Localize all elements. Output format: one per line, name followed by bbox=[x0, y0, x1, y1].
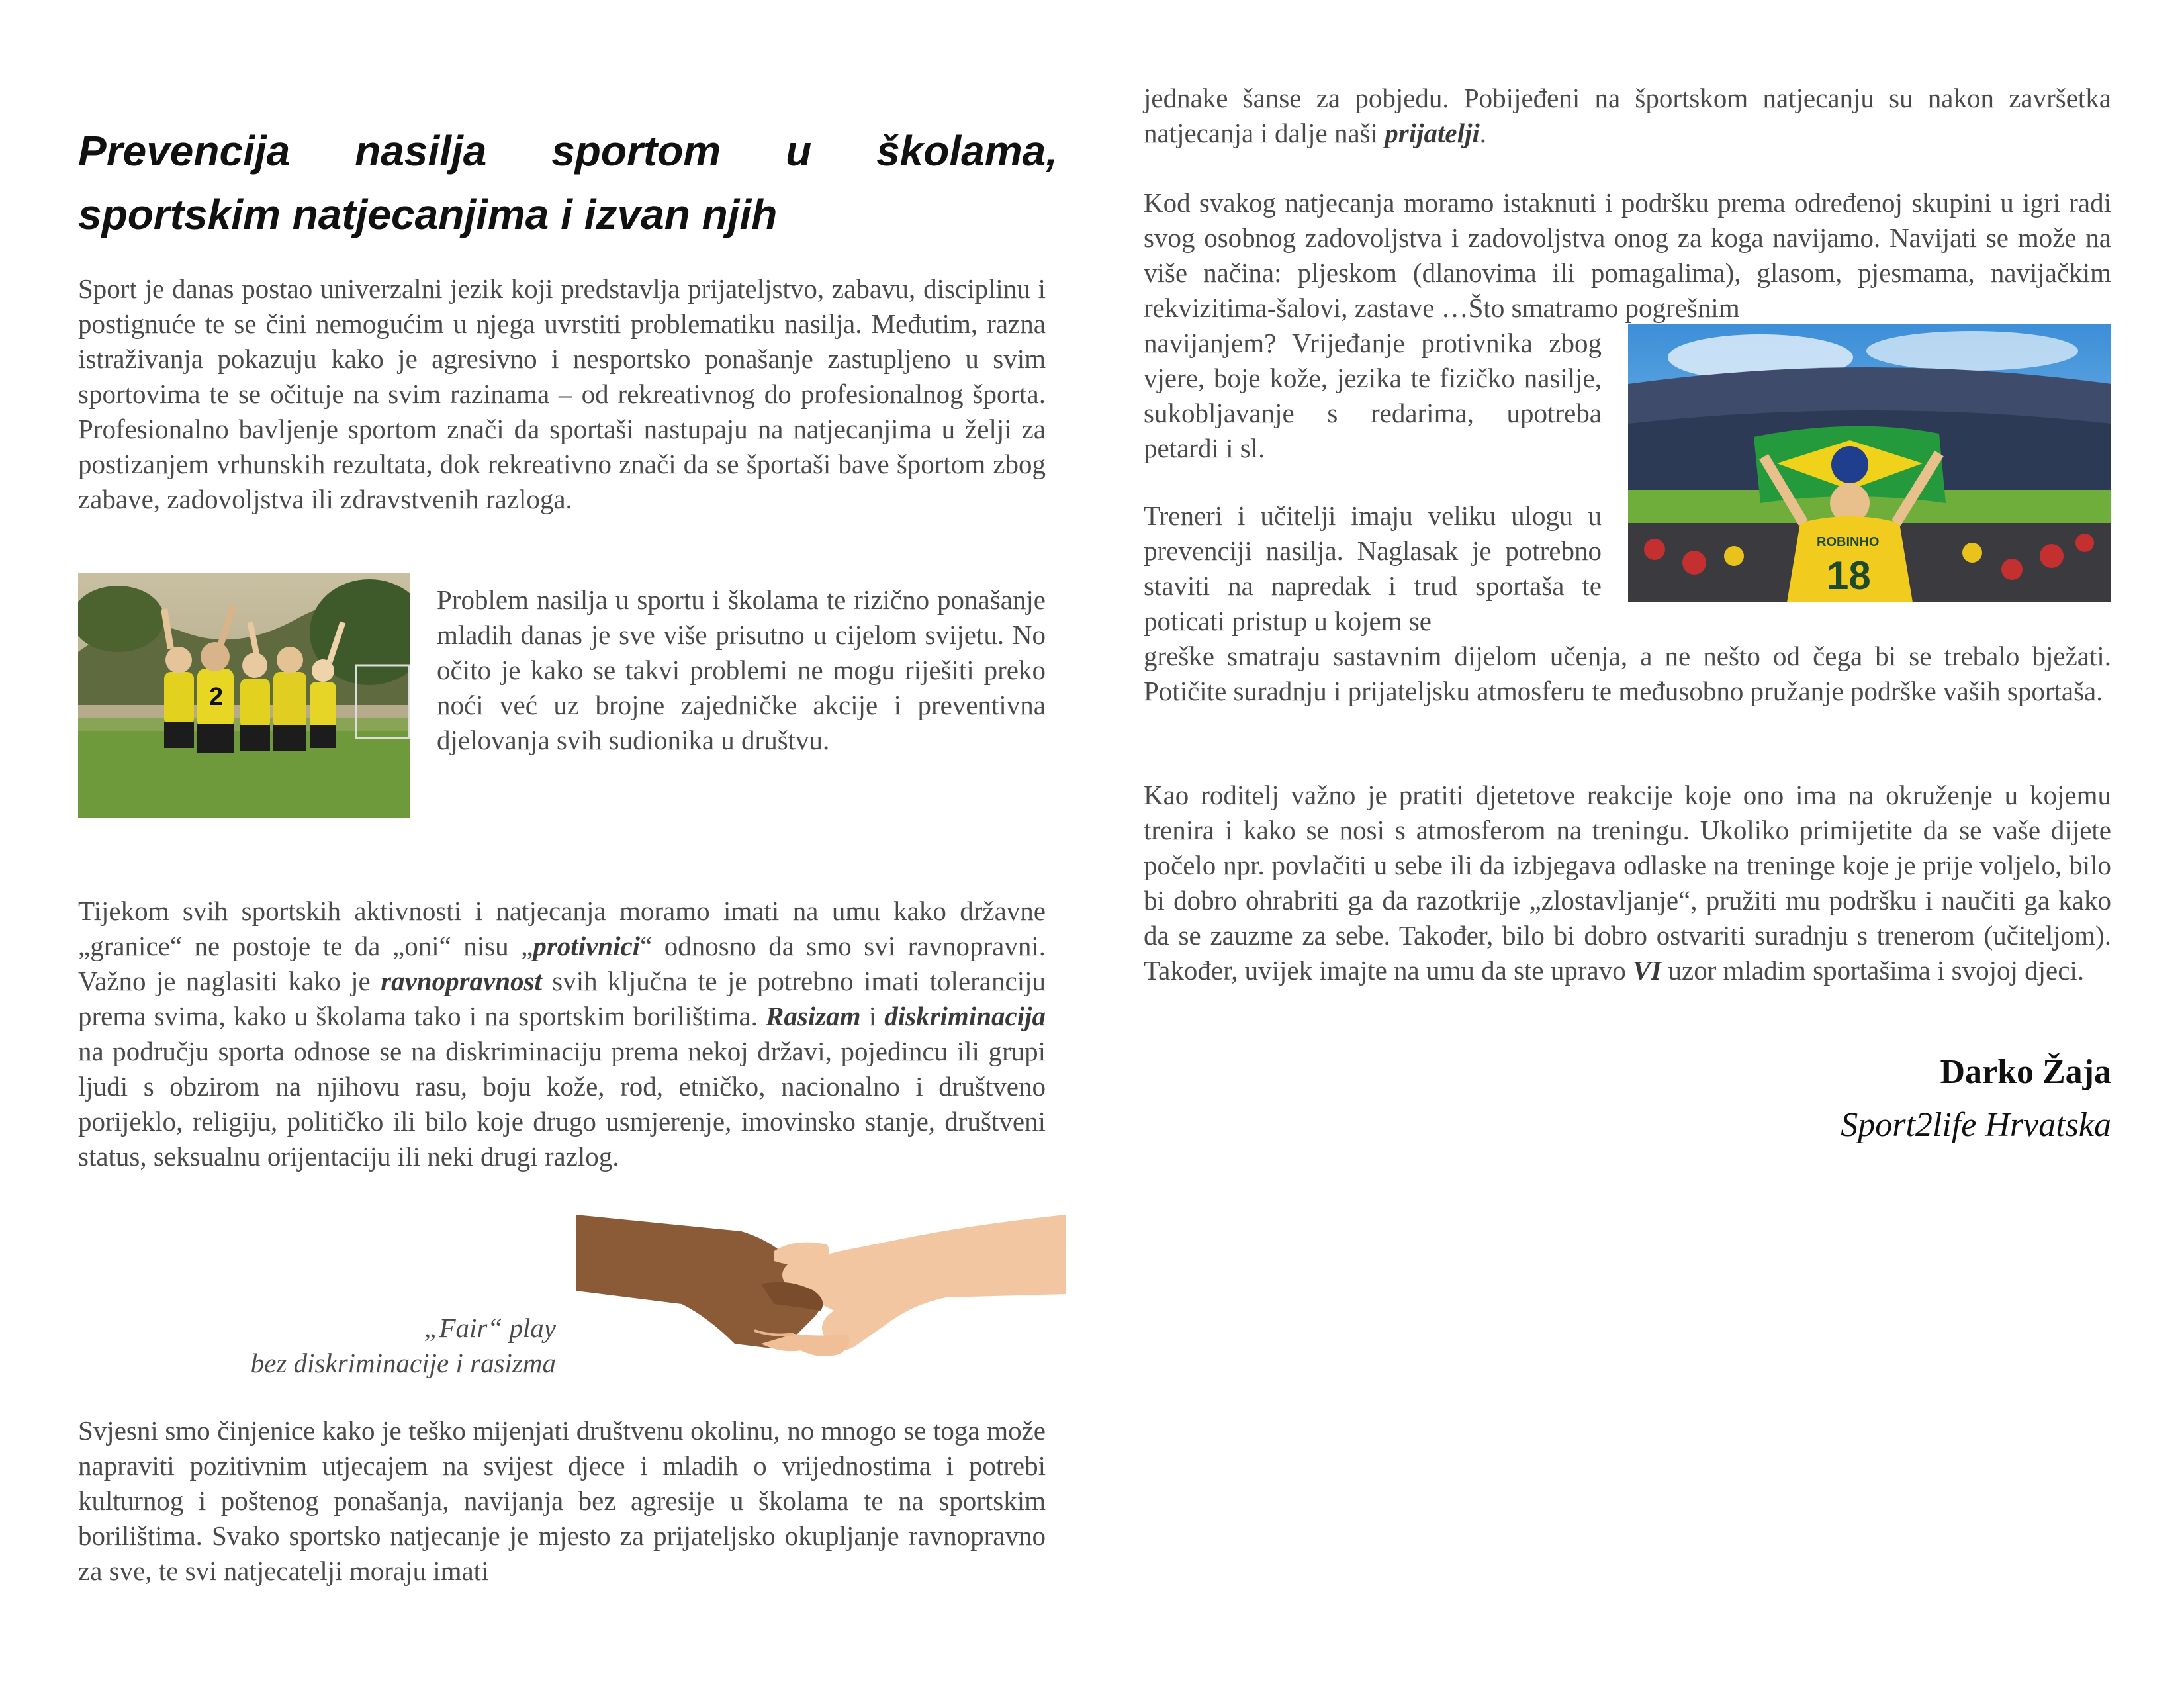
paragraph-equality bbox=[78, 894, 1046, 1174]
handshake-illustration bbox=[576, 1211, 1066, 1383]
kids-jersey-number: 2 bbox=[209, 683, 224, 711]
paragraph-support: Kod svakog natjecanja moramo istaknuti i podršku prema određenoj skupini u igri radi svog osobnog zadovoljstva i zadovoljstva onog za koga navijamo. Navijati se može na više načina: pljeskom (dlanovima ili pomagalima), glasom, pjesmama, navijačkim rekvizitima-šalovi, zastave …Što smatramo pogrešnim bbox=[1144, 187, 2111, 323]
paragraph-support-cont: navijanjem? Vrijeđanje protivnika zbog vjere, boje kože, jezika te fizičko nasilje, sukobljavanje s redarima, upotreba petardi i sl. bbox=[1144, 328, 1602, 463]
article-title: Prevencija nasilja sportom u školama, sportskim natjecanjima i izvan njih bbox=[78, 127, 1058, 238]
caption-line-1: „Fair“ play bbox=[424, 1313, 556, 1343]
handshake-caption bbox=[119, 1311, 556, 1381]
fan-jersey-number: 18 bbox=[1827, 553, 1871, 598]
paragraph-problem: Problem nasilja u sportu i školama te rizično ponašanje mladih danas je sve više prisutno u cijelom svijetu. No očito je kako se takvi problemi ne mogu riješiti preko noći već uz brojne zajedničke akcije i preventivna djelovanja svih sudionika u društvu. bbox=[437, 585, 1046, 755]
paragraph-coaches: Treneri i učitelji imaju veliku ulogu u prevenciji nasilja. Naglasak je potrebno staviti na napredak i trud sportaša te poticati pristup u kojem se bbox=[1144, 500, 1602, 636]
kids-team-photo bbox=[78, 573, 410, 818]
fan-jersey-name: ROBINHO bbox=[1817, 535, 1880, 549]
signature-name: Darko Žaja bbox=[1940, 1053, 2111, 1091]
text: i bbox=[860, 1001, 885, 1031]
signature-organization: Sport2life Hrvatska bbox=[1841, 1106, 2111, 1144]
text: . bbox=[1479, 118, 1487, 148]
text: Kao roditelj važno je pratiti djetetove reakcije koje ono ima na okruženje u kojemu trenira i kako se nosi s atmosferom na treningu. Ukoliko primijetite da se vaše dijete počelo npr. povlačiti u sebe ili da izbjegava odlaske na treninge koje je prije voljelo, bilo bi dobro ohrabriti ga da razotkrije „zlostavljanje“, pružiti mu podršku i naučiti ga kako da se zauzme za sebe. Također, bilo bi dobro ostvariti suradnju s trenerom (učiteljom). Također, uvijek imajte na umu da ste upravo bbox=[1144, 780, 2111, 986]
emphasis-ravnopravnost: ravnopravnost bbox=[381, 966, 542, 996]
paragraph-awareness: Svjesni smo činjenice kako je teško mijenjati društvenu okolinu, no mnogo se toga može napraviti pozitivnim utjecajem na svijest djece i mladih o vrijednostima i potrebi kulturnog i poštenog ponašanja, navijanja bez agresije u školama te na sportskim borilištima. Svako sportsko natjecanje je mjesto za prijateljsko okupljanje ravnopravno za sve, te svi natjecatelji moraju imati bbox=[78, 1415, 1046, 1586]
text: uzor mladim sportašima i svojoj djeci. bbox=[1661, 955, 2085, 986]
paragraph-winners bbox=[1144, 81, 2111, 151]
text: Tijekom svih sportskih aktivnosti i natjecanja moramo imati na umu kako državne „granice“ ne postoje te da „oni“ nisu „ bbox=[78, 896, 1046, 961]
paragraph-coaches-cont: greške smatraju sastavnim dijelom učenja, a ne nešto od čega bi se trebalo bježati. Potičite suradnju i prijateljsku atmosferu te međusobno pružanje podrške vaših sportaša. bbox=[1144, 641, 2111, 706]
text: svih ključna te je potrebno imati toleranciju prema svima, kako u školama tako i na sportskim borilištima. bbox=[78, 966, 1046, 1031]
caption-line-2: bez diskriminacije i rasizma bbox=[250, 1348, 556, 1378]
text: na području sporta odnose se na diskriminaciju prema nekoj državi, pojedincu ili grupi ljudi s obzirom na njihovu rasu, boju kože, rod, etničko, nacionalno i društveno porijeklo, religiju, političko ili bilo koje drugo usmjerenje, imovinsko stanje, društveni status, seksualnu orijentaciju ili neki drugi razlog. bbox=[78, 1036, 1046, 1172]
stadium-fan-photo bbox=[1628, 324, 2111, 602]
emphasis-vi: VI bbox=[1632, 955, 1662, 986]
emphasis-prijatelji: prijatelji bbox=[1385, 118, 1480, 148]
text: “ odnosno da smo svi ravnopravni. Važno je naglasiti kako je bbox=[78, 931, 1046, 996]
paragraph-parents bbox=[1144, 778, 2111, 988]
text: jednake šanse za pobjedu. Pobijeđeni na športskom natjecanju su nakon završetka natjecanja i dalje naši bbox=[1144, 83, 2111, 148]
emphasis-diskriminacija: diskriminacija bbox=[884, 1001, 1046, 1031]
emphasis-protivnici: protivnici bbox=[533, 931, 641, 961]
emphasis-rasizam: Rasizam bbox=[766, 1001, 861, 1031]
paragraph-intro: Sport je danas postao univerzalni jezik koji predstavlja prijateljstvo, zabavu, disciplinu i postignuće te se čini nemogućim u njega uvrstiti problematiku nasilja. Međutim, razna istraživanja pokazuju kako je agresivno i nesportsko ponašanje zastupljeno u svim sportovima te se očituje na svim razinama – od rekreativnog do profesionalnog športa. Profesionalno bavljenje sportom znači da sportaši nastupaju na natjecanjima u želji za postizanjem vrhunskih rezultata, dok rekreativno znači da se športaši bave športom zbog zabave, zadovoljstva ili zdravstvenih razloga. bbox=[78, 273, 1046, 514]
